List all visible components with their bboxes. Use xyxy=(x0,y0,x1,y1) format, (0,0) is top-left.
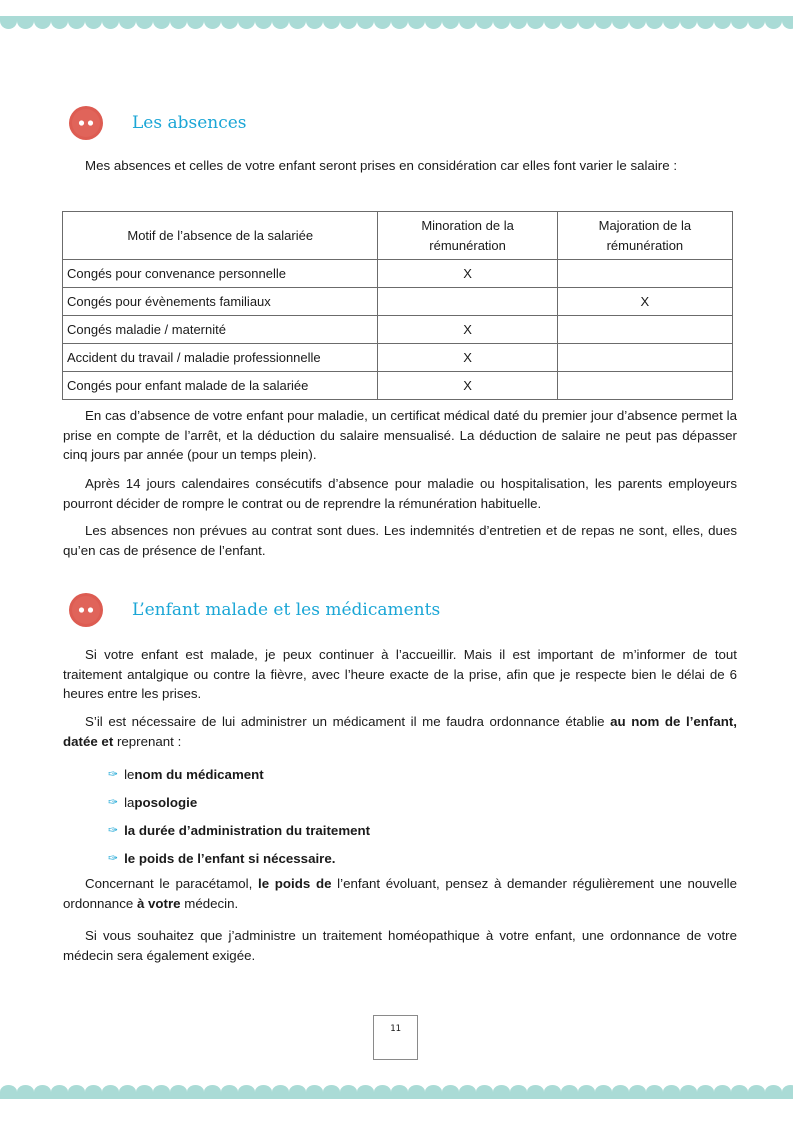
cell-motif: Congés pour convenance personnelle xyxy=(63,260,378,288)
cell-motif: Congés maladie / maternité xyxy=(63,316,378,344)
section-heading-absences xyxy=(68,105,247,141)
cell-majoration xyxy=(557,260,732,288)
cell-minoration: X xyxy=(378,372,557,400)
header-minoration: Minoration de la rémunération xyxy=(378,212,557,260)
curl-bullet-icon: ✑ xyxy=(108,823,119,837)
cell-majoration xyxy=(557,316,732,344)
header-majoration: Majoration de la rémunération xyxy=(557,212,732,260)
item-text: la xyxy=(124,794,135,810)
page-number: 11 xyxy=(373,1015,418,1060)
section-title: L’enfant malade et les médicaments xyxy=(132,600,441,620)
item-bold: le poids de l’enfant si nécessaire. xyxy=(124,850,336,866)
bold-text: au nom de l’enfant, datée et xyxy=(63,714,737,749)
item-bold: posologie xyxy=(134,794,198,810)
paragraph-text: Les absences non prévues au contrat sont dues. Les indemnités d’entretien et de repas ne sont, elles, dues qu’en cas de présence de l’enfant. xyxy=(63,523,737,558)
item-bold: nom du médicament xyxy=(134,766,264,782)
paragraph-absences-dues xyxy=(63,521,737,560)
cell-minoration xyxy=(378,288,557,316)
cell-minoration: X xyxy=(378,344,557,372)
absences-intro xyxy=(63,156,737,176)
intro-text: Mes absences et celles de votre enfant seront prises en considération car elles font varier le salaire : xyxy=(85,158,678,173)
header-motif: Motif de l’absence de la salariée xyxy=(63,212,378,260)
bold-text: le poids de xyxy=(258,876,332,891)
table-header-row xyxy=(63,212,733,260)
absence-table xyxy=(62,211,733,400)
cell-majoration xyxy=(557,344,732,372)
paragraph-paracetamol xyxy=(63,874,737,913)
table-row xyxy=(63,288,733,316)
paragraph-text: Après 14 jours calendaires consécutifs d’absence pour maladie ou hospitalisation, les parents employeurs pourront décider de rompre le contrat ou de reprendre la rémunération habituelle. xyxy=(63,476,737,511)
paragraph-text: l’enfant évoluant, pensez à demander régulièrement une nouvelle ordonnance xyxy=(63,876,738,911)
cell-majoration xyxy=(557,372,732,400)
cell-motif: Congés pour évènements familiaux xyxy=(63,288,378,316)
section-heading-enfant-malade xyxy=(68,592,440,628)
bold-text: à votre xyxy=(136,895,181,911)
section-title: Les absences xyxy=(132,113,247,133)
paragraph-certificat xyxy=(63,406,737,465)
item-text: le xyxy=(124,766,135,782)
cell-motif: Congés pour enfant malade de la salariée xyxy=(63,372,378,400)
paragraph-text: reprenant : xyxy=(113,733,182,749)
paragraph-text: Si votre enfant est malade, je peux continuer à l’accueillir. Mais il est important de m’informer de tout traitement antalgique ou contre la fièvre, avec l’heure exacte de la prise, afin que je respecte bien le délai de 6 heures entre les prises. xyxy=(63,647,737,701)
scallop-border-top xyxy=(0,16,793,30)
item-bold: la durée d’administration du traitement xyxy=(124,822,371,838)
cell-minoration: X xyxy=(378,316,557,344)
paragraph-text: En cas d’absence de votre enfant pour maladie, un certificat médical daté du premier jour d’absence permet la prise en compte de l’arrêt, et la déduction du salaire mensualisé. La déduction de salaire ne peut pas dépasser cinq jours par année (pour un temps plein). xyxy=(63,408,737,462)
list-item xyxy=(108,788,370,816)
table-row xyxy=(63,372,733,400)
cell-minoration: X xyxy=(378,260,557,288)
curl-bullet-icon: ✑ xyxy=(108,795,119,809)
scallop-border-bottom xyxy=(0,1085,793,1099)
paragraph-ordonnance xyxy=(63,712,737,751)
table-row xyxy=(63,344,733,372)
button-icon xyxy=(68,105,104,141)
paragraph-14-jours xyxy=(63,474,737,513)
cell-motif: Accident du travail / maladie professionnelle xyxy=(63,344,378,372)
paragraph-homeopathie xyxy=(63,926,737,965)
table-row xyxy=(63,260,733,288)
list-item xyxy=(108,760,370,788)
paragraph-text: Si vous souhaitez que j’administre un traitement homéopathique à votre enfant, une ordonnance de votre médecin sera également exigée. xyxy=(63,928,737,963)
button-icon xyxy=(68,592,104,628)
cell-majoration: X xyxy=(557,288,732,316)
curl-bullet-icon: ✑ xyxy=(108,851,119,865)
paragraph-text: médecin. xyxy=(180,895,239,911)
list-item xyxy=(108,844,370,872)
paragraph-text: Concernant le paracétamol, xyxy=(85,876,259,891)
curl-bullet-icon: ✑ xyxy=(108,767,119,781)
paragraph-enfant-malade xyxy=(63,645,737,704)
list-item xyxy=(108,816,370,844)
table-row xyxy=(63,316,733,344)
ordonnance-requirements-list xyxy=(108,760,370,872)
paragraph-text: S’il est nécessaire de lui administrer un médicament il me faudra ordonnance établie xyxy=(85,714,611,729)
